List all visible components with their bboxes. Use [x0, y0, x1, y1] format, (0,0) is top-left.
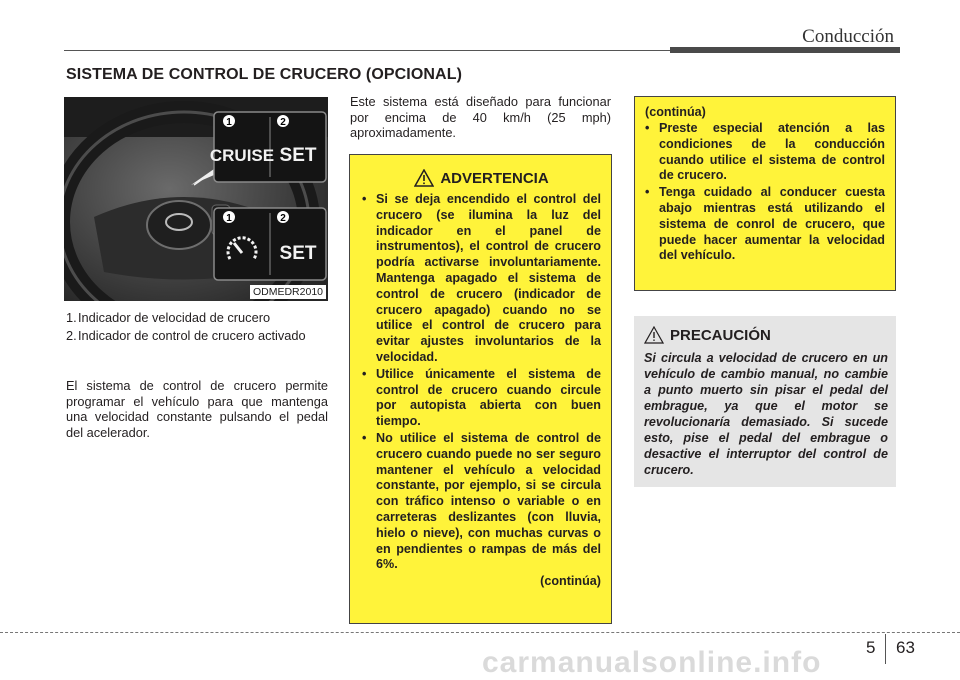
page-number: 63	[896, 638, 915, 657]
warning-item-text: No utilice el sistema de control de crucero cuando puede no ser seguro mantener el vehículo a velocidad constante, por ejemplo, si se circula con tráfico intenso o variable o en carreteras deslizantes (con lluvia, hielo o nieve), con muchas curvas o en pendientes o rampas de más del 6%.	[376, 430, 601, 572]
warning-title-text: ADVERTENCIA	[440, 169, 549, 187]
bullet-icon: •	[362, 192, 367, 206]
marker-2-top: 2	[280, 117, 286, 128]
continues-label: (continúa)	[540, 574, 601, 589]
bullet-icon: •	[645, 185, 650, 200]
marker-1-bottom: 1	[226, 213, 232, 224]
footer-rule	[0, 632, 960, 633]
caution-title-text: PRECAUCIÓN	[670, 326, 771, 344]
caution-title	[644, 326, 888, 344]
chapter-number: 5	[866, 638, 876, 657]
caution-triangle-icon	[644, 326, 664, 344]
chapter-title: Conducción	[802, 26, 894, 47]
header-rule	[64, 50, 670, 51]
warning-continued-box	[634, 96, 896, 291]
warning-item-text: Tenga cuidado al conducer cuesta abajo mientras está utilizando el sistema de conrol de crucero, que puede hacer aumentar la velocidad del vehículo.	[659, 185, 885, 263]
warning-item	[362, 367, 601, 430]
figure-code: ODMEDR2010	[250, 285, 326, 299]
caution-box	[634, 316, 896, 487]
watermark: carmanualsonline.info	[482, 646, 822, 679]
warning-box	[349, 154, 612, 624]
warning-item	[362, 192, 601, 366]
intro-paragraph: El sistema de control de crucero permite programar el vehículo para que mantenga una velocidad constante pulsando el pedal del acelerador.	[66, 378, 328, 440]
bullet-icon: •	[645, 121, 650, 135]
list-item	[66, 328, 328, 344]
marker-2-bottom: 2	[280, 213, 286, 224]
continued-label: (continúa)	[645, 105, 706, 119]
set-label-top: SET	[279, 145, 317, 166]
list-item	[66, 310, 328, 326]
header-bar	[670, 47, 900, 53]
warning-item-text: Utilice únicamente el sistema de control de crucero cuando circule por autopista abierta con buen tiempo.	[376, 366, 601, 429]
list-item-text: Indicador de velocidad de crucero	[78, 310, 271, 325]
steering-wheel-figure	[64, 97, 328, 301]
warning-title	[362, 169, 601, 187]
list-item-number: 1.	[66, 310, 77, 325]
set-label-bottom: SET	[279, 243, 317, 264]
steering-wheel-illustration	[64, 97, 328, 301]
footer-separator	[885, 634, 886, 664]
caution-text: Si circula a velocidad de crucero en un vehículo de cambio manual, no cambie a punto muerto sin pisar el pedal del embrague, ya que el motor se revolucionaría demasiado. Si sucede esto, pise el pedal del embrague o desactive el interruptor del control de crucero.	[644, 351, 888, 477]
cruise-label: CRUISE	[209, 146, 275, 165]
section-title: SISTEMA DE CONTROL DE CRUCERO (OPCIONAL)	[66, 66, 463, 83]
warning-item	[645, 121, 885, 184]
list-item-number: 2.	[66, 327, 77, 343]
warning-item-text: Si se deja encendido el control del crucero (se ilumina la luz del indicador en el panel de instrumentos), el control de crucero podría activarse involuntariamente. Mantenga apagado el sistema de control de crucero (indicador de crucero apagado) cuando no se utilice el control de crucero para evitar ajustes involuntarios de la velocidad.	[376, 192, 601, 364]
list-item-text: Indicador de control de crucero activado	[78, 327, 306, 343]
bullet-icon: •	[362, 366, 367, 381]
bullet-icon: •	[362, 430, 367, 445]
warning-item	[362, 431, 601, 573]
marker-1-top: 1	[226, 117, 232, 128]
warning-triangle-icon	[414, 169, 434, 187]
warning-item-text: Preste especial atención a las condiciones de la conducción cuando utilice el sistema de control de crucero.	[659, 121, 885, 183]
warning-item	[645, 185, 885, 264]
speed-paragraph: Este sistema está diseñado para funcionar por encima de 40 km/h (25 mph) aproximadamente.	[350, 94, 611, 140]
indicator-list	[66, 310, 328, 345]
